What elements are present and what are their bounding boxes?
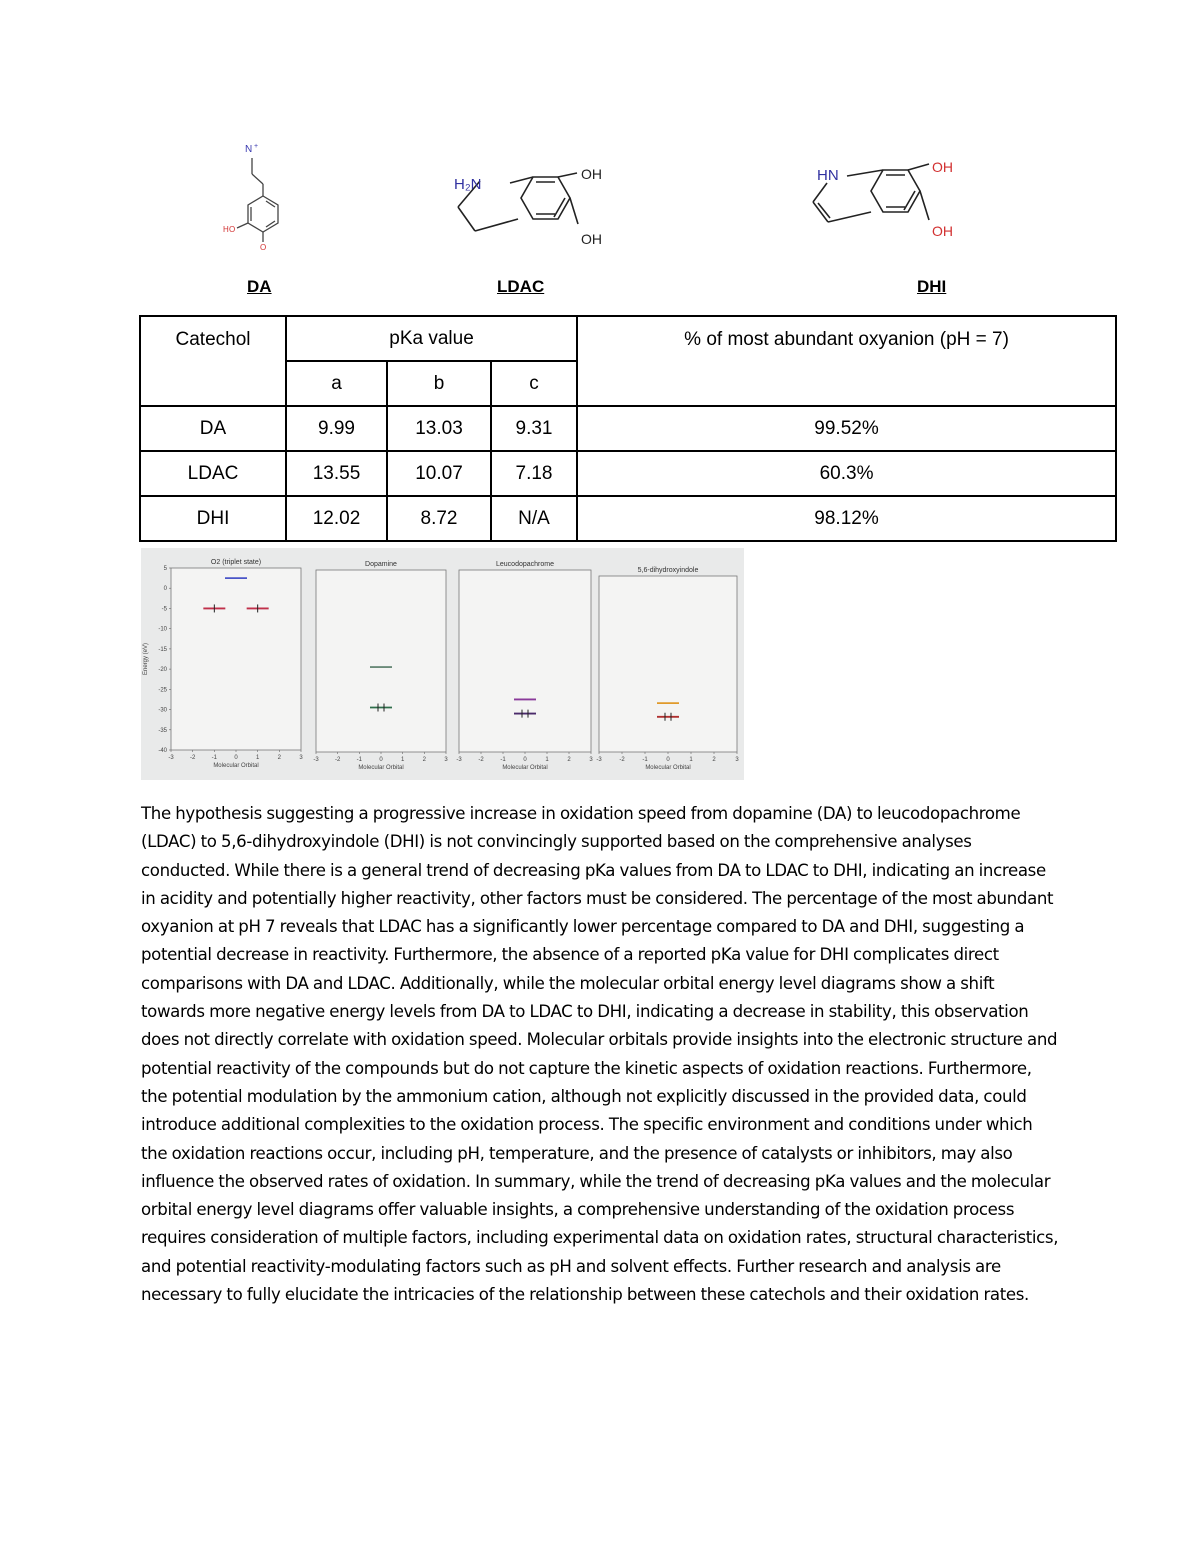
table-row (140, 496, 1116, 541)
header-pka: pKa value (286, 316, 577, 361)
mo-x-tick-label: -1 (642, 757, 648, 763)
cell-catechol: DA (140, 406, 286, 451)
cell-pka-b: 13.03 (387, 406, 491, 451)
cell-pka-c: N/A (491, 496, 577, 541)
mo-x-tick-label: -1 (356, 757, 363, 763)
leucodopachrome-structure-drawing (450, 155, 620, 255)
ldac-amine-label: H₂N (454, 176, 482, 193)
mo-x-tick-label: 1 (545, 757, 549, 763)
mo-y-tick-label: -20 (158, 667, 167, 674)
cell-pka-b: 8.72 (387, 496, 491, 541)
mo-panel-title: Dopamine (365, 561, 397, 568)
svg-text:H: H (223, 225, 229, 234)
dhi-amine-label: HN (817, 167, 839, 184)
subheader-b: b (387, 361, 491, 406)
mo-x-axis-label: Molecular Orbital (213, 763, 259, 769)
mo-x-tick-label: -2 (334, 757, 341, 763)
dopamine-structure-drawing (215, 140, 295, 255)
mo-y-tick-label: -10 (158, 626, 167, 633)
mo-panel-frame (171, 568, 301, 750)
mo-x-tick-label: 1 (255, 755, 260, 761)
mo-panel-title: 5,6-dihydroxyindole (637, 567, 699, 574)
cell-pka-b: 10.07 (387, 451, 491, 496)
mo-y-tick-label: -35 (158, 727, 167, 734)
mo-x-tick-label: -1 (211, 755, 218, 761)
mo-panel-frame (459, 570, 591, 752)
cell-pka-a: 13.55 (286, 451, 387, 496)
analysis-paragraph: The hypothesis suggesting a progressive increase in oxidation speed from dopamine (DA) to leucodopachrome (LDAC) to 5,6-dihydroxyindole (DHI) is not convincingly supported based on the comprehensive analyses conducted. While there is a general trend of decreasing pKa values from DA to LDAC to DHI, indicating an increase in acidity and potentially higher reactivity, other factors must be considered. The percentage of the most abundant oxyanion at pH 7 reveals that LDAC has a significantly lower percentage compared to DA and DHI, suggesting a potential decrease in reactivity. Furthermore, the absence of a reported pKa value for DHI complicates direct comparisons with DA and LDAC. Additionally, while the molecular orbital energy level diagrams show a shift towards more negative energy levels from DA to LDAC to DHI, indicating a decrease in stability, this observation does not directly correlate with oxidation speed. Molecular orbitals provide insights into the electronic structure and potential reactivity of the compounds but do not capture the kinetic aspects of oxidation reactions. Furthermore, the potential modulation by the ammonium cation, although not explicitly discussed in the provided data, could introduce additional complexities to the oxidation process. The specific environment and conditions under which the oxidation reactions occur, including pH, temperature, and the presence of catalysts or inhibitors, may also influence the observed rates of oxidation. In summary, while the trend of decreasing pKa values and the molecular orbital energy level diagrams offer valuable insights, a comprehensive understanding of the oxidation process requires consideration of multiple factors, including experimental data on oxidation rates, structural characteristics, and potential reactivity-modulating factors such as pH and solvent effects. Further research and analysis are necessary to fully elucidate the intricacies of the relationship between these catechols and their oxidation rates. (141, 804, 1059, 1305)
mo-x-tick-label: 0 (234, 755, 238, 761)
mo-panel-frame (316, 570, 446, 752)
dhi-hydroxyl-2: OH (932, 223, 953, 239)
mo-y-tick-label: 5 (163, 566, 167, 572)
mo-y-axis-label: Energy (eV) (143, 642, 149, 676)
structure-label-ldac: LDAC (497, 277, 545, 296)
mo-x-tick-label: 1 (400, 757, 405, 763)
mo-x-tick-label: 1 (689, 757, 693, 763)
mo-x-axis-label: Molecular Orbital (645, 765, 691, 771)
mo-x-tick-label: 0 (523, 757, 527, 763)
mo-panel-title: Leucodopachrome (496, 561, 554, 568)
cell-catechol: LDAC (140, 451, 286, 496)
structure-label-da: DA (247, 277, 272, 296)
mo-y-tick-label: -15 (158, 646, 167, 653)
subheader-c: c (491, 361, 577, 406)
cell-oxyanion: 99.52% (577, 406, 1116, 451)
mo-x-tick-label: 2 (567, 757, 571, 763)
mo-y-tick-label: -30 (158, 707, 167, 714)
dihydroxyindole-structure-drawing (805, 150, 975, 250)
cell-pka-c: 7.18 (491, 451, 577, 496)
header-catechol: Catechol (140, 316, 286, 406)
subheader-a: a (286, 361, 387, 406)
svg-text:+: + (254, 143, 259, 150)
mo-y-tick-label: 0 (163, 586, 167, 593)
cell-oxyanion: 60.3% (577, 451, 1116, 496)
structure-dhi (805, 150, 975, 250)
mo-x-tick-label: 3 (589, 757, 593, 763)
mo-x-tick-label: 0 (666, 757, 670, 763)
mo-x-tick-label: 3 (444, 757, 448, 763)
da-amine-label: N (245, 144, 253, 155)
mo-x-tick-label: -3 (456, 757, 462, 763)
mo-panel-frame (599, 576, 737, 752)
mo-x-tick-label: -2 (478, 757, 484, 763)
dhi-hydroxyl-1: OH (932, 159, 953, 175)
cell-pka-a: 9.99 (286, 406, 387, 451)
mo-y-tick-label: -5 (161, 606, 167, 613)
table-row (140, 451, 1116, 496)
table-row (140, 406, 1116, 451)
mo-x-axis-label: Molecular Orbital (358, 765, 404, 771)
mo-x-tick-label: 3 (735, 757, 739, 763)
mo-x-tick-label: -3 (168, 755, 174, 761)
cell-pka-a: 12.02 (286, 496, 387, 541)
ldac-hydroxyl-1: OH (581, 166, 602, 182)
cell-pka-c: 9.31 (491, 406, 577, 451)
mo-x-axis-label: Molecular Orbital (502, 765, 548, 771)
structure-label-dhi: DHI (917, 277, 947, 296)
mo-x-tick-label: -2 (189, 755, 196, 761)
mo-x-tick-label: 2 (712, 757, 716, 763)
cell-oxyanion: 98.12% (577, 496, 1116, 541)
mo-y-tick-label: -25 (158, 687, 167, 694)
structure-da (215, 140, 295, 255)
da-oxygen-1: O (229, 225, 236, 234)
structure-ldac (450, 155, 620, 255)
mo-panel-title: O2 (triplet state) (210, 559, 262, 566)
cell-catechol: DHI (140, 496, 286, 541)
mo-x-tick-label: 0 (379, 757, 383, 763)
table-header-row (140, 316, 1116, 361)
mo-x-tick-label: 2 (277, 755, 282, 761)
mo-y-tick-label: -40 (158, 748, 167, 754)
mo-x-tick-label: -3 (596, 757, 602, 763)
mo-x-tick-label: -1 (500, 757, 506, 763)
mo-x-tick-label: 3 (299, 755, 303, 761)
mo-energy-diagrams (141, 548, 744, 780)
header-oxyanion: % of most abundant oxyanion (pH = 7) (577, 316, 1116, 406)
mo-x-tick-label: 2 (422, 757, 427, 763)
mo-x-tick-label: -2 (619, 757, 625, 763)
pka-table (139, 315, 1117, 542)
mo-x-tick-label: -3 (313, 757, 319, 763)
ldac-hydroxyl-2: OH (581, 231, 602, 247)
mo-diagram-canvas (141, 548, 744, 780)
da-oxygen-2: O (260, 243, 267, 252)
